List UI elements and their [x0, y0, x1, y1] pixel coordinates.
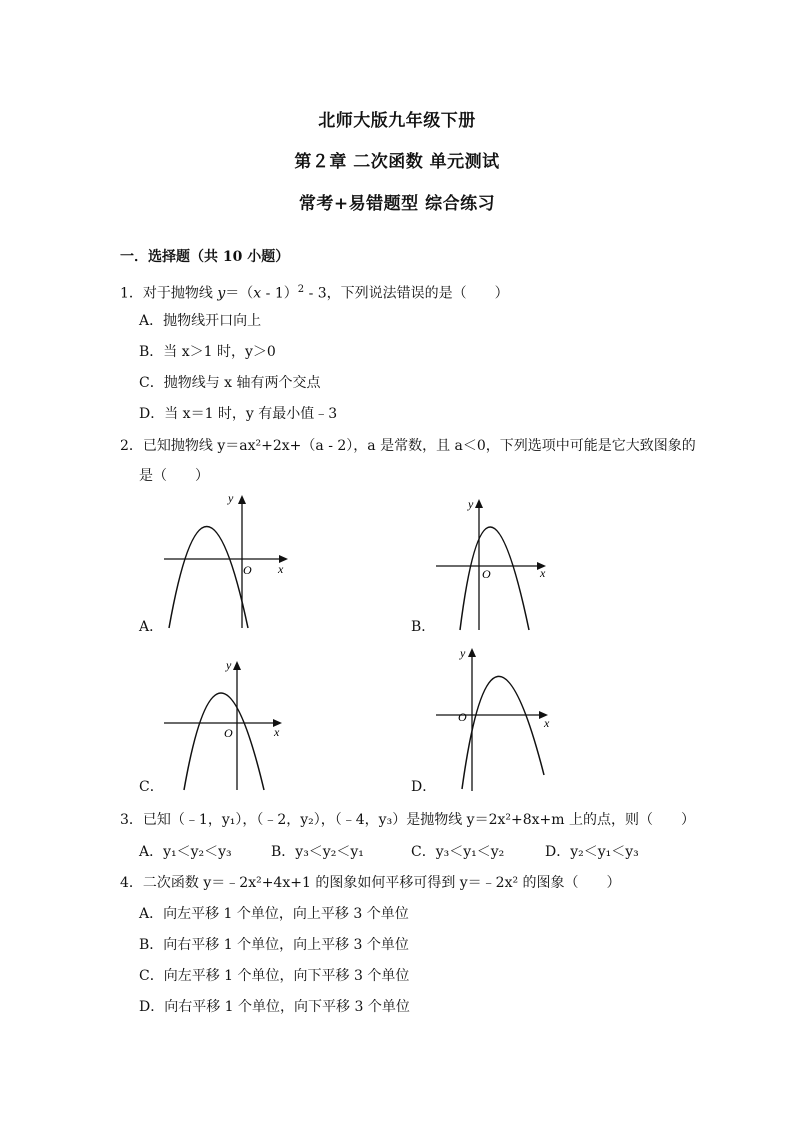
q2-option-a-label: A． [139, 619, 164, 635]
graph-a [160, 490, 295, 632]
q3-number: 3． [120, 812, 143, 828]
q4-option-a: A．向左平移 1 个单位，向上平移 3 个单位 [139, 906, 409, 922]
q4-option-b: B．向右平移 1 个单位，向上平移 3 个单位 [139, 937, 409, 953]
q1-text-c: - 1） [261, 285, 298, 302]
q1-number: 1． [120, 285, 143, 302]
q1-option-b: B．当 x＞1 时，y＞0 [139, 344, 276, 360]
graph-c-y-label: y [226, 658, 232, 672]
q4-text: 二次函数 y＝﹣2x²+4x+1 的图象如何平移可得到 y＝﹣2x² 的图象（ ） [142, 875, 621, 891]
graph-c-origin: O [224, 726, 233, 740]
q1-option-a: A．抛物线开口向上 [139, 313, 262, 329]
graph-a-y-label: y [228, 491, 234, 505]
q1-exponent: 2 [297, 284, 305, 295]
q3-option-a: A．y₁＜y₂＜y₃ [139, 844, 232, 860]
q4-option-d: D．向右平移 1 个单位，向下平移 3 个单位 [139, 999, 410, 1015]
graph-d-x-label: x [544, 716, 550, 730]
q3-option-b: B．y₃＜y₂＜y₁ [271, 844, 364, 860]
q1-option-d: D．当 x＝1 时，y 有最小值﹣3 [139, 406, 338, 422]
doc-title: 北师大版九年级下册 [318, 111, 476, 131]
graph-b-x-label: x [540, 566, 546, 580]
graph-c-x-label: x [274, 725, 280, 739]
q1-text-b: ＝（ [225, 285, 254, 302]
q2-option-c-label: C． [139, 779, 164, 795]
graph-d-origin: O [458, 710, 467, 724]
q3-option-d: D．y₂＜y₁＜y₃ [545, 844, 639, 860]
question-2 [120, 436, 696, 456]
q4-option-c: C．向左平移 1 个单位，向下平移 3 个单位 [139, 968, 410, 984]
graph-c [160, 656, 295, 792]
q1-var-y: y [217, 285, 226, 302]
graph-a-x-label: x [278, 562, 284, 576]
chapter-title: 第２章 二次函数 单元测试 [294, 152, 500, 172]
q2-text-line1: 已知抛物线 y＝ax²+2x+（a - 2），a 是常数，且 a＜0，下列选项中可能是它大致图象的 [142, 438, 696, 454]
graph-a-origin: O [243, 563, 252, 577]
graph-b-y-label: y [468, 497, 474, 511]
subtitle: 常考+易错题型 综合练习 [298, 194, 496, 214]
graph-b [432, 494, 557, 634]
graph-d-y-label: y [460, 646, 466, 660]
graph-b-origin: O [482, 567, 491, 581]
q1-text-d: - 3，下列说法错误的是（ ） [304, 285, 509, 302]
graph-d [432, 643, 557, 793]
q1-option-c: C．抛物线与 x 轴有两个交点 [139, 375, 321, 391]
q1-var-x: x [253, 285, 262, 302]
q4-number: 4． [120, 875, 143, 891]
question-4 [120, 873, 621, 893]
q3-option-c: C．y₃＜y₁＜y₂ [411, 844, 505, 860]
question-1 [120, 280, 509, 304]
q2-option-d-label: D． [411, 779, 437, 795]
q2-number: 2． [120, 438, 143, 454]
q1-text-a: 对于抛物线 [142, 285, 218, 302]
q2-text-line2: 是（ ） [139, 468, 209, 484]
question-3 [120, 810, 695, 830]
q2-option-b-label: B． [411, 619, 436, 635]
section-heading: 一．选择题（共 10 小题） [120, 249, 290, 265]
q3-text: 已知（﹣1，y₁），（﹣2，y₂），（﹣4，y₃）是抛物线 y＝2x²+8x+m 上的点，则（ ） [142, 812, 695, 828]
